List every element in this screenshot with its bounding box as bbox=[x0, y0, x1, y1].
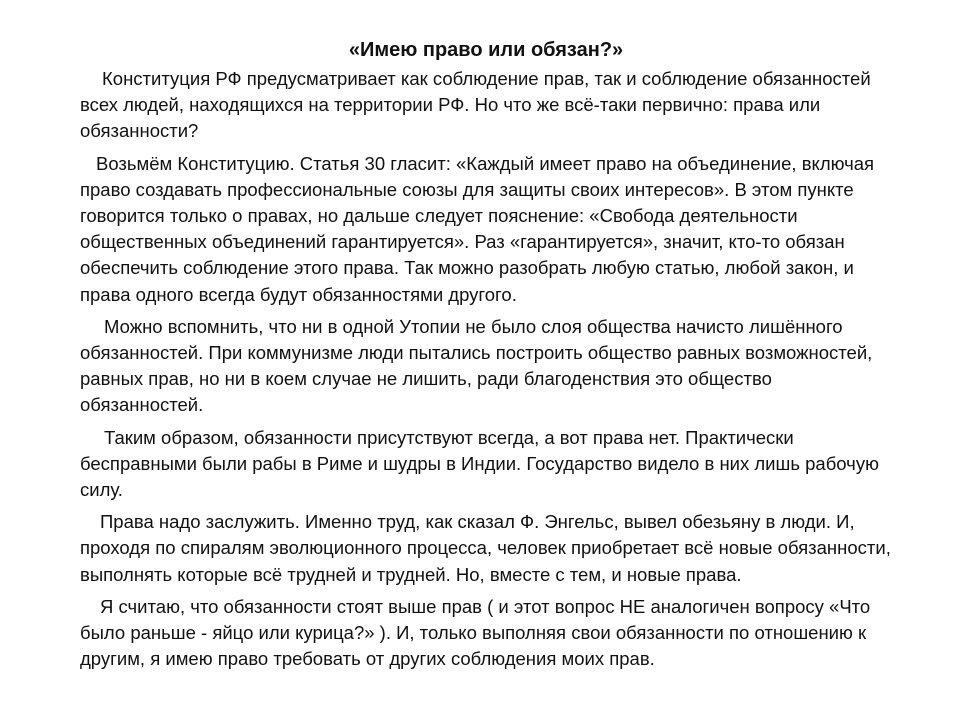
document-title: «Имею право или обязан?» bbox=[348, 39, 624, 61]
paragraph-2: Возьмём Конституцию. Статья 30 гласит: «Каждый имеет право на объединение, включая право создавать профессиональные союзы для защиты своих интересов». В этом пункте говорится только о правах, но дальше следует пояснение: «Свобода деятельности общественных объединений гарантируется». Раз «гарантируется», значит, кто-то обязан обеспечить соблюдение этого права. Так можно разобрать любую статью, любой закон, и права одного всегда будут обязанностями другого. bbox=[80, 152, 875, 305]
paragraph-6: Я считаю, что обязанности стоят выше прав ( и этот вопрос НЕ аналогичен вопросу «Что было раньше - яйцо или курица?» ). И, только выполняя свои обязанности по отношению к другим, я имею право требовать от других соблюдения моих прав. bbox=[80, 595, 871, 670]
paragraph-5: Права надо заслужить. Именно труд, как сказал Ф. Энгельс, вывел обезьяну в люди. И, проходя по спиралям эволюционного процесса, человек приобретает всё новые обязанности, выполнять которые всё трудней и трудней. Но, вместе с тем, и новые права. bbox=[80, 511, 891, 585]
document-page bbox=[80, 36, 892, 678]
paragraph-4: Таким образом, обязанности присутствуют всегда, а вот права нет. Практически бесправными были рабы в Риме и шудры в Индии. Государство видело в них лишь рабочую силу. bbox=[80, 426, 879, 501]
paragraph-3: Можно вспомнить, что ни в одной Утопии не было слоя общества начисто лишённого обязанностей. При коммунизме люди пытались построить общество равных возможностей, равных прав, но ни в коем случае не лишить, ради благоденствия это общество обязанностей. bbox=[80, 315, 873, 416]
paragraph-1: Конституция РФ предусматривает как соблюдение прав, так и соблюдение обязанностей всех людей, находящихся на территории РФ. Но что же всё-таки первично: права или обязанности? bbox=[80, 68, 871, 142]
